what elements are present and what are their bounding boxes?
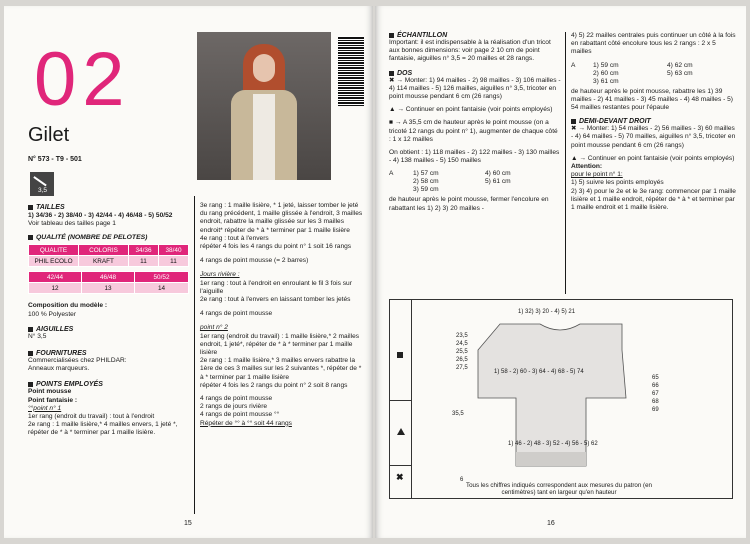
point-2-row-2: 2e rang : 1 maille lisière,* 3 mailles envers rabattre la 1ère de ces 3 mailles sur les 2 suivantes *, répéter de * à * terminer par 1 maille lisière xyxy=(200,357,362,381)
front-continue: ▲ → Continuer en point fantaisie (voir points employés) xyxy=(571,154,735,162)
supplies-heading: FOURNITURES xyxy=(28,350,192,357)
sizes-note: Voir tableau des tailles page 1 xyxy=(28,220,116,228)
right-column-divider xyxy=(565,32,566,294)
needles-value: N° 3,5 xyxy=(28,332,47,340)
point-1-row-4: 4e rang : tout à l'envers xyxy=(200,234,269,242)
point-1-row-3: 3e rang : 1 maille lisière, * 1 jeté, laisser tomber le jeté du rang précédent, 1 maille glissée à l'endroit, 3 mailles endroit, rabattre la maille glissée sur les 3 mailles endroit* répéter de * à * terminer par 1 maille lisière xyxy=(200,202,363,234)
end-line-3: 4 rangs de point mousse °° xyxy=(200,411,280,419)
back-neck: 4) 5) 22 mailles centrales puis continuer un côté à la fois en rabattant côté encolure tous les 2 rangs : 2 x 5 mailles xyxy=(571,32,736,56)
composition-value: 100 % Polyester xyxy=(28,310,77,318)
mousse-rows-1: 4 rangs de point mousse (= 2 barres) xyxy=(200,257,309,265)
supplies-line-1: Commercialisées chez PHILDAR: xyxy=(28,357,127,365)
front-heading: DEMI-DEVANT DROIT xyxy=(571,118,737,125)
face xyxy=(253,54,275,82)
sample-text: Important: il est indispensable à la réalisation d'un tricot aux bonnes dimensions: voir page 2 10 cm de point fantaisie, aiguilles n° 3,5 = 20 mailles et 28 rangs. xyxy=(389,39,551,63)
diagram-caption: Tous les chiffres indiqués correspondent aux mesures du patron (en centimètres) tant en largeur qu'en hauteur xyxy=(466,482,652,497)
diagram-height: 35,5 xyxy=(452,411,464,417)
needles-heading: AIGUILLES xyxy=(28,326,192,333)
end-line-4: Répéter de °° à °° soit 44 rangs xyxy=(200,419,292,427)
front-step-1: 1) 5) suivre les points employés xyxy=(571,179,664,187)
pattern-ref: N° 573 - T9 - 501 xyxy=(28,156,82,163)
stitch-mousse: Point mousse xyxy=(28,388,72,396)
pattern-title: Gilet xyxy=(28,124,70,146)
diagram-left-labels: 23,5 24,5 25,5 26,5 27,5 xyxy=(456,333,468,371)
back-after: de hauteur après le point mousse, fermer l'encolure en rabattant les 1) 2) 3) 20 mailles - xyxy=(389,196,549,212)
back-cast-on: ✖ → Monter: 1) 94 mailles - 2) 98 mailles - 3) 106 mailles - 4) 114 mailles - 5) 126 mailles, aiguilles n° 3,5, tricoter en point mousse pendant 6 cm (26 rangs) xyxy=(389,76,561,101)
back-heading: DOS xyxy=(389,70,561,77)
point-2-label: point n° 2 xyxy=(200,324,228,332)
jours-riviere-row-2: 2e rang : tout à l'envers en laissant tomber les jetés xyxy=(200,296,351,304)
needle-badge xyxy=(30,172,54,196)
supplies-line-2: Anneaux marqueurs. xyxy=(28,365,90,373)
point-1-row-1: 1er rang (endroit du travail) : tout à l'endroit xyxy=(28,413,155,421)
end-line-1: 4 rangs de point mousse xyxy=(200,395,273,403)
left-page xyxy=(4,6,373,538)
diagram-mid-label: 1) 58 - 2) 60 - 3) 64 - 4) 68 - 5) 74 xyxy=(494,369,584,375)
barcode xyxy=(338,36,364,106)
sample-heading: ÉCHANTILLON xyxy=(389,32,561,39)
pattern-diagram xyxy=(389,299,733,499)
right-page xyxy=(375,6,746,538)
back-obtain: On obtient : 1) 118 mailles - 2) 122 mailles - 3) 130 mailles - 4) 138 mailles - 5) 150 mailles xyxy=(389,149,560,165)
diagram-top-label: 1) 32) 3) 20 - 4) 5) 21 xyxy=(518,309,576,315)
end-line-2: 2 rangs de jours rivière xyxy=(200,403,268,411)
point-2-row-1: 1er rang (endroit du travail) : 1 maille lisière,* 2 mailles endroit, 1 jeté*, répéter de * à * terminer par 1 maille lisière xyxy=(200,332,360,357)
stitches-heading: POINTS EMPLOYÉS xyxy=(28,381,192,388)
column-divider xyxy=(194,196,195,514)
diagram-right-labels: 65 66 67 68 69 xyxy=(652,375,659,413)
quality-table-2: 42/44 46/48 50/52 12 13 14 xyxy=(28,271,189,294)
diagram-bot-label: 1) 46 - 2) 48 - 3) 52 - 4) 56 - 5) 62 xyxy=(508,441,598,447)
back-increase: ■ → A 35,5 cm de hauteur après le point mousse (on a tricoté 12 rangs du point n° 1), augmenter de chaque côté : 1 x 12 mailles xyxy=(389,119,558,143)
front-step-2: 2) 3) 4) pour le 2e et le 3e rang: commencer par 1 maille lisière et 1 maille endroit, répéter de * à * et terminer par 1 maille endroit et 1 maille lisière. xyxy=(571,187,736,212)
page-number-left: 15 xyxy=(184,520,192,527)
point-2-repeat: répéter 4 fois les 2 rangs du point n° 2 soit 8 rangs xyxy=(200,381,348,389)
needle-size: 3,5 xyxy=(38,187,48,194)
jours-riviere-row-1: 1er rang : tout à l'endroit en enroulant le fil 3 fois sur l'aiguille xyxy=(200,279,352,295)
needle-icon xyxy=(34,176,47,186)
diagram-six: 6 xyxy=(460,477,464,483)
back-measures-2: A 1) 59 cm 2) 60 cm 3) 61 cm 4) 62 cm 5) 63 cm xyxy=(571,61,693,85)
point-1-label: °°point n° 1 xyxy=(28,404,62,412)
point-1-repeat: répéter 4 fois les 4 rangs du point n° 1 soit 16 rangs xyxy=(200,243,352,251)
garment-shape xyxy=(390,300,734,500)
cross-symbol: ✖ xyxy=(396,472,404,482)
quality-heading: QUALITÉ (NOMBRE DE PELOTES) xyxy=(28,234,192,241)
front-attention: Attention: xyxy=(571,163,603,171)
top xyxy=(253,94,275,180)
back-continue: ▲ → Continuer en point fantaisie (voir points employés) xyxy=(389,106,553,114)
pattern-number: 02 xyxy=(34,37,131,122)
sizes-values: 1) 34/36 - 2) 38/40 - 3) 42/44 - 4) 46/48 - 5) 50/52 xyxy=(28,212,173,219)
stitch-fantaisie: Point fantaisie : xyxy=(28,396,78,404)
point-1-row-2: 2e rang : 1 maille lisière,* 4 mailles envers, 1 jeté *, répéter de * à * terminer par 1 maille lisière. xyxy=(28,421,178,437)
front-cast-on: ✖ → Monter: 1) 54 mailles - 2) 56 mailles - 3) 60 mailles - 4) 64 mailles - 5) 70 mailles, aiguilles n° 3,5, tricoter en point mousse pendant 6 cm (26 rangs) xyxy=(571,125,736,149)
sizes-heading: TAILLES xyxy=(28,204,192,211)
back-measures: A 1) 57 cm 2) 58 cm 3) 59 cm 4) 60 cm 5) 61 cm xyxy=(389,170,511,194)
shoulder: de hauteur après le point mousse, rabattre les 1) 39 mailles - 2) 41 mailles - 3) 45 mailles - 4) 48 mailles - 5) 54 mailles restantes pour l'épaule xyxy=(571,87,733,112)
quality-table: QUALITE COLORIS 34/36 38/40 PHIL ECOLO KRAFT 11 11 xyxy=(28,244,189,267)
jours-riviere-label: Jours rivière : xyxy=(200,271,240,279)
composition-heading: Composition du modèle : xyxy=(28,302,108,310)
mousse-rows-2: 4 rangs de point mousse xyxy=(200,310,273,318)
model-photo xyxy=(197,32,331,180)
front-point-1: pour le point n° 1: xyxy=(571,171,623,179)
page-number-right: 16 xyxy=(547,520,555,527)
